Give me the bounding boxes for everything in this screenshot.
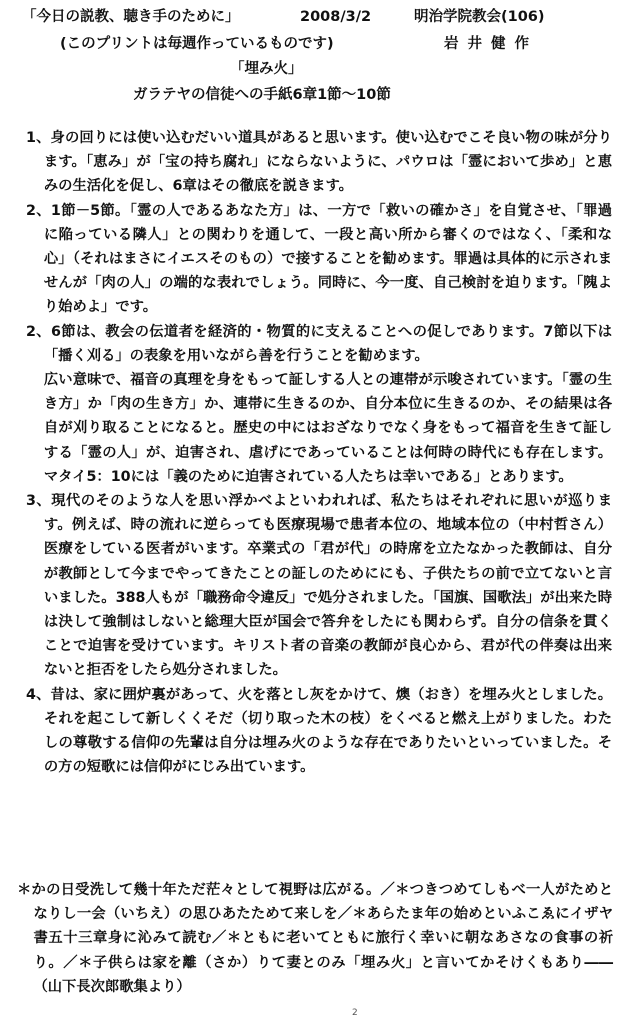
paragraph-5 xyxy=(26,683,612,780)
tanka-text: ＊かの日受洗して幾十年ただ茫々として視野は広がる。／＊つきつめてしもべ一人がためとなりし一会（いちえ）の思ひあたためて来しを／＊あらたま年の始めといふこゑにイザヤ書五十三章身に沁みて読む／＊ともに老いてともに旅行く幸いに朝なあさなの食事の祈り。／＊子供らは家を離（さか）りて妻とのみ「埋み火」と言いてかそけくもあり――（山下長次郎歌集より） xyxy=(17,882,613,995)
paragraph-number: 1、 xyxy=(26,130,51,146)
paragraph-text: 6節は、教会の伝道者を経済的・物質的に支えることへの促しであります。7節以下は「播く刈る」の表象を用いながら善を行うことを勧めます。 xyxy=(43,323,612,364)
tanka-poems xyxy=(17,878,613,999)
paragraph-2 xyxy=(26,199,612,320)
paragraph-1 xyxy=(26,126,612,199)
bulletin-date: 2008/3/2 xyxy=(300,9,372,25)
paragraph-number: 2、 xyxy=(26,323,51,340)
bulletin-title: 「今日の説教、聴き手のために」 xyxy=(22,9,240,25)
church-name: 明治学院教会(106) xyxy=(414,9,545,25)
paragraph-number: 3、 xyxy=(26,493,52,510)
sermon-title: 「埋み火」 xyxy=(230,61,303,77)
bulletin-note: (このプリントは毎週作っているものです) xyxy=(60,36,334,52)
page-number: 2 xyxy=(352,1008,358,1018)
paragraph-text: 昔は、家に囲炉裏があって、火を落とし灰をかけて、燠（おき）を埋み火としました。それを起こして新しくくそだ（切り取った木の枝）をくべると燃え上がりました。わたしの尊敬する信仰の先輩は自分は埋み火のような存在でありたいといっていました。その方の短歌には信仰がにじみ出ています。 xyxy=(43,686,613,776)
author-name: 岩井健作 xyxy=(444,36,538,52)
paragraph-text: 現代のそのような人を思い浮かべよといわれれば、私たちはそれぞれに思いが巡ります。例えば、時の流れに逆らっても医療現場で患者本位の、地域本位の（中村哲さん）医療をしている医者がいます。卒業式の「君が代」の時席を立たなかった教師は、自分が教師として今までやってきたことの証しのためににも、子供たちの前で立てないと言いました。388人もが「職務命令違反」で処分されました。「国旗、国歌法」が出来た時は決して強制はしないと総理大臣が国会で答弁をしたにも関わらず。自分の信条を貫くことで迫害を受けています。キリスト者の音楽の教師が良心から、君が代の伴奏は出来ないと拒否をしたら処分されました。 xyxy=(43,493,613,679)
paragraph-3-continued: 広い意味で、福音の真理を身をもって証しする人との連帯が示唆されています。「霊の生き方」か「肉の生き方」か、連帯に生きるのか、自分本位に生きるのか、その結果は各自が刈り取ることになると。歴史の中にはおざなりでなく身をもって福音を生きて証しする「霊の人」が、迫害され、虐げにであっていることは何時の時代にも存在します。マタイ5：10には「義のために迫害されている人たちは幸いである」とあります。 xyxy=(43,372,612,485)
paragraph-number: 2、 xyxy=(26,202,51,219)
scripture-passage: ガラテヤの信徒への手紙6章1節～10節 xyxy=(133,87,391,103)
sermon-body xyxy=(26,126,612,779)
paragraph-text: 身の回りには使い込むだいい道具があると思います。使い込むでこそ良い物の味が分ります。「恵み」が「宝の持ち腐れ」にならないように、パウロは「霊において歩め」と恵みの生活化を促し、6章はその徹底を説きます。 xyxy=(43,130,612,195)
paragraph-number: 4、 xyxy=(26,686,51,703)
paragraph-4 xyxy=(26,489,612,683)
paragraph-3 xyxy=(26,320,612,368)
paragraph-text: 1節－5節。「霊の人であるあなた方」は、一方で「救いの確かさ」を自覚させ、「罪過に陥っている隣人」との関わりを通して、一段と高い所から審くのではなく、「柔和な心」（それはまさにイエスそのもの）で接することを勧めます。罪過は具体的に示されませんが「肉の人」の端的な表れでしょう。同時に、今一度、自己検討を迫ります。「隗より始めよ」です。 xyxy=(43,202,612,316)
